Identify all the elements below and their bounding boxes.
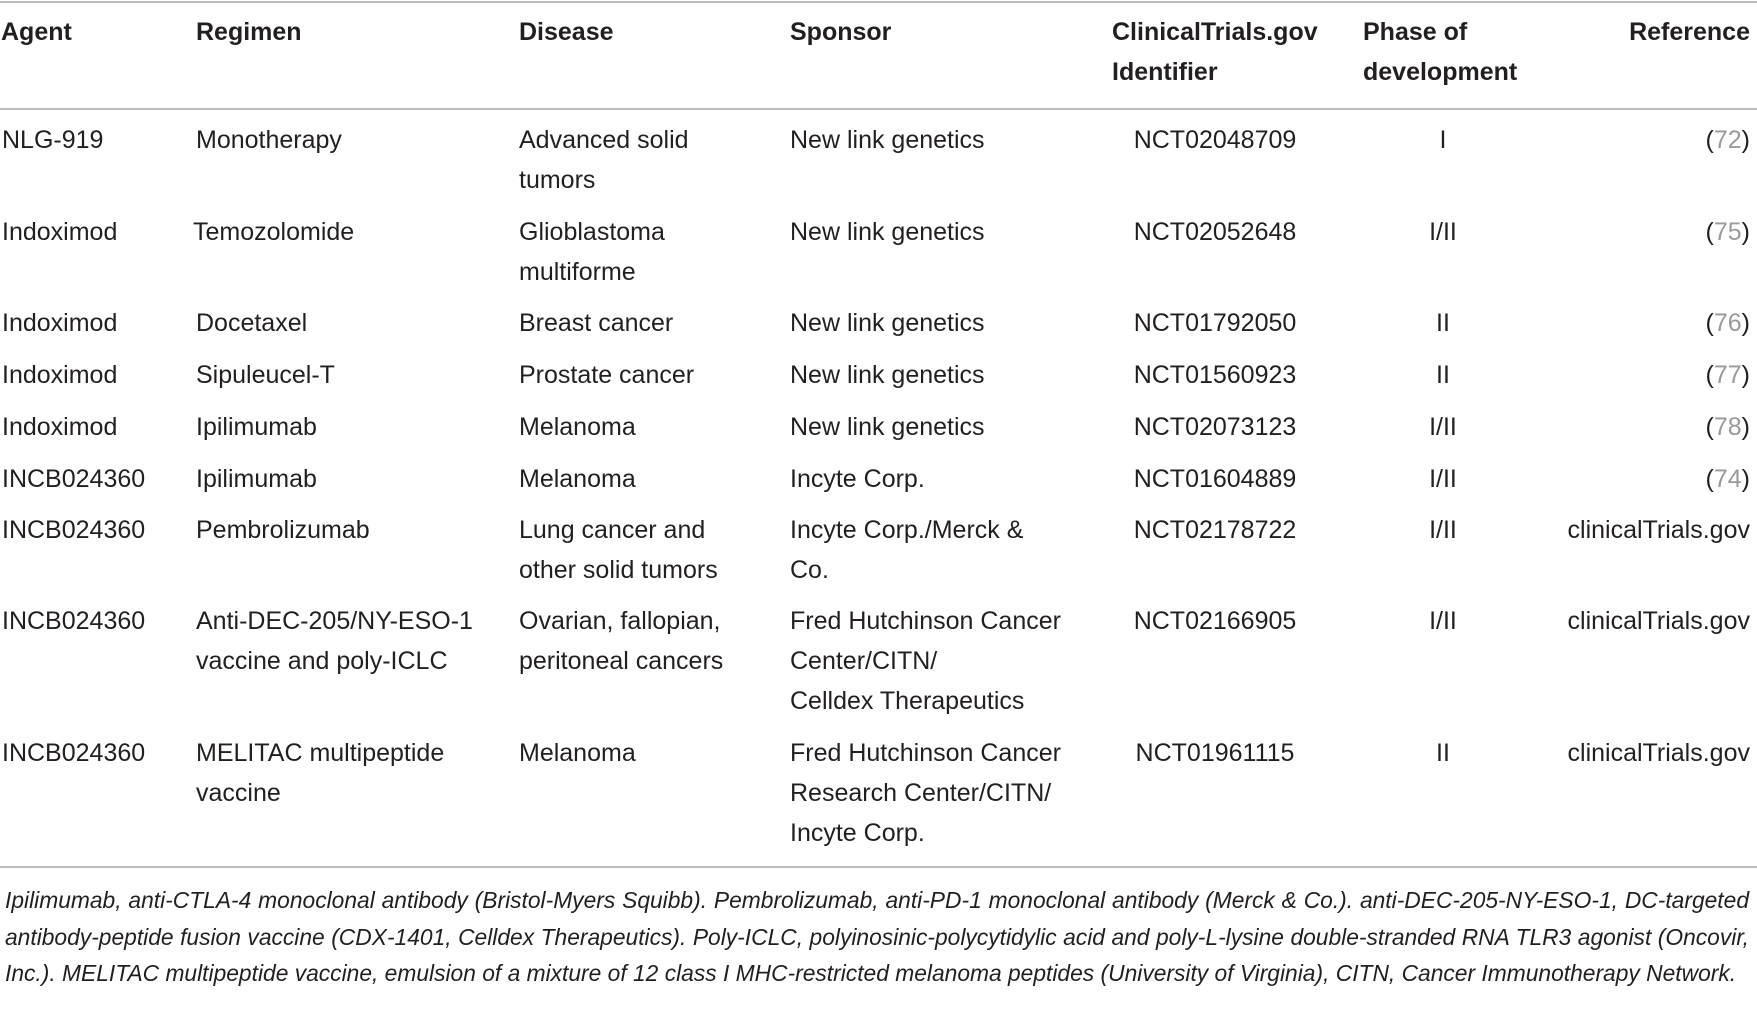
cell-agent: INCB024360 xyxy=(2,739,146,767)
cell-regimen: vaccine xyxy=(196,779,281,807)
cell-regimen: Pembrolizumab xyxy=(196,516,370,544)
cell-agent: NLG-919 xyxy=(2,126,104,154)
reference-link[interactable]: 74 xyxy=(1713,465,1742,493)
cell-sponsor: Incyte Corp./Merck & xyxy=(790,516,1024,544)
cell-regimen: Temozolomide xyxy=(193,218,355,246)
cell-sponsor: Celldex Therapeutics xyxy=(790,687,1025,715)
cell-sponsor: New link genetics xyxy=(790,218,985,246)
cell-sponsor: New link genetics xyxy=(790,361,985,389)
cell-identifier: NCT02166905 xyxy=(1133,607,1297,635)
cell-regimen: vaccine and poly-ICLC xyxy=(196,647,448,675)
cell-reference: (78) xyxy=(1705,413,1750,441)
header-identifier-line-1: ClinicalTrials.gov xyxy=(1112,18,1318,46)
cell-phase: I/II xyxy=(1429,465,1457,493)
cell-identifier: NCT01604889 xyxy=(1133,465,1297,493)
reference-link[interactable]: 72 xyxy=(1713,126,1742,154)
cell-agent: Indoximod xyxy=(2,218,118,246)
cell-disease: Lung cancer and xyxy=(519,516,706,544)
cell-phase: II xyxy=(1436,739,1450,767)
cell-phase: I/II xyxy=(1429,607,1457,635)
header-disease: Disease xyxy=(519,18,614,46)
cell-sponsor: Center/CITN/ xyxy=(790,647,938,675)
cell-agent: INCB024360 xyxy=(2,516,146,544)
reference-link[interactable]: 77 xyxy=(1713,361,1742,389)
cell-reference: clinicalTrials.gov xyxy=(1567,607,1750,635)
cell-regimen: Ipilimumab xyxy=(196,465,317,493)
header-regimen: Regimen xyxy=(196,18,302,46)
cell-identifier: NCT02073123 xyxy=(1133,413,1297,441)
cell-disease: Melanoma xyxy=(519,413,636,441)
cell-identifier: NCT01792050 xyxy=(1133,309,1297,337)
cell-agent: INCB024360 xyxy=(2,465,146,493)
cell-disease: Ovarian, fallopian, xyxy=(519,607,721,635)
header-sponsor: Sponsor xyxy=(790,18,892,46)
cell-reference: (74) xyxy=(1705,465,1750,493)
cell-phase: II xyxy=(1436,309,1450,337)
cell-phase: I xyxy=(1439,126,1447,154)
cell-sponsor: New link genetics xyxy=(790,126,985,154)
cell-regimen: Monotherapy xyxy=(196,126,342,154)
cell-disease: Melanoma xyxy=(519,739,636,767)
cell-reference: (75) xyxy=(1705,218,1750,246)
cell-identifier: NCT01560923 xyxy=(1133,361,1297,389)
cell-regimen: Sipuleucel-T xyxy=(196,361,335,389)
cell-agent: Indoximod xyxy=(2,309,118,337)
cell-disease: Glioblastoma xyxy=(519,218,665,246)
table-footnote: Ipilimumab, anti-CTLA-4 monoclonal antibody (Bristol-Myers Squibb). Pembrolizumab, anti-PD-1 monoclonal antibody (Merck & Co.). anti-DEC-205-NY-ESO-1, DC-targeted antibody-peptide fusion vaccine (CDX-1401, Celldex Therapeutics). Poly-ICLC, polyinosinic-polycytidylic acid and poly-L-lysine double-stranded RNA TLR3 agonist (Oncovir, Inc.). MELITAC multipeptide vaccine, emulsion of a mixture of 12 class I MHC-restricted melanoma peptides (University of Virginia), CITN, Cancer Immunotherapy Network. xyxy=(5,887,1749,986)
cell-disease: Prostate cancer xyxy=(519,361,695,389)
cell-regimen: MELITAC multipeptide xyxy=(196,739,445,767)
cell-sponsor: New link genetics xyxy=(790,413,985,441)
table-bottom-rule xyxy=(0,866,1757,868)
cell-reference: (77) xyxy=(1705,361,1750,389)
cell-identifier: NCT02052648 xyxy=(1133,218,1297,246)
cell-phase: I/II xyxy=(1429,218,1457,246)
cell-sponsor: Research Center/CITN/ xyxy=(790,779,1052,807)
cell-regimen: Docetaxel xyxy=(196,309,308,337)
header-reference: Reference xyxy=(1629,18,1750,46)
header-phase-line-1: Phase of xyxy=(1363,18,1468,46)
cell-disease: other solid tumors xyxy=(519,556,718,584)
cell-agent: INCB024360 xyxy=(2,607,146,635)
cell-disease: Advanced solid xyxy=(519,126,689,154)
cell-disease: multiforme xyxy=(519,258,636,286)
header-agent: Agent xyxy=(1,18,72,46)
cell-reference: (72) xyxy=(1705,126,1750,154)
cell-phase: II xyxy=(1436,361,1450,389)
cell-disease: Melanoma xyxy=(519,465,636,493)
cell-reference: clinicalTrials.gov xyxy=(1567,516,1750,544)
cell-disease: peritoneal cancers xyxy=(519,647,724,675)
cell-sponsor: Fred Hutchinson Cancer xyxy=(790,739,1061,767)
cell-disease: Breast cancer xyxy=(519,309,674,337)
reference-link[interactable]: 78 xyxy=(1713,413,1742,441)
cell-reference: clinicalTrials.gov xyxy=(1567,739,1750,767)
table-top-rule xyxy=(0,1,1757,3)
cell-sponsor: Incyte Corp. xyxy=(790,819,925,847)
cell-agent: Indoximod xyxy=(2,413,118,441)
cell-reference: (76) xyxy=(1705,309,1750,337)
cell-identifier: NCT02048709 xyxy=(1133,126,1297,154)
cell-phase: I/II xyxy=(1429,413,1457,441)
cell-identifier: NCT01961115 xyxy=(1135,739,1295,767)
cell-disease: tumors xyxy=(519,166,596,194)
cell-sponsor: Co. xyxy=(790,556,829,584)
cell-sponsor: Fred Hutchinson Cancer xyxy=(790,607,1061,635)
cell-regimen: Ipilimumab xyxy=(196,413,317,441)
cell-identifier: NCT02178722 xyxy=(1133,516,1297,544)
cell-phase: I/II xyxy=(1429,516,1457,544)
reference-link[interactable]: 76 xyxy=(1713,309,1742,337)
header-phase-line-2: development xyxy=(1363,58,1518,86)
cell-sponsor: New link genetics xyxy=(790,309,985,337)
header-identifier-line-2: Identifier xyxy=(1112,58,1218,86)
reference-link[interactable]: 75 xyxy=(1713,218,1742,246)
cell-sponsor: Incyte Corp. xyxy=(790,465,925,493)
cell-agent: Indoximod xyxy=(2,361,118,389)
cell-regimen: Anti-DEC-205/NY-ESO-1 xyxy=(196,607,473,635)
table-header-rule xyxy=(0,108,1757,110)
